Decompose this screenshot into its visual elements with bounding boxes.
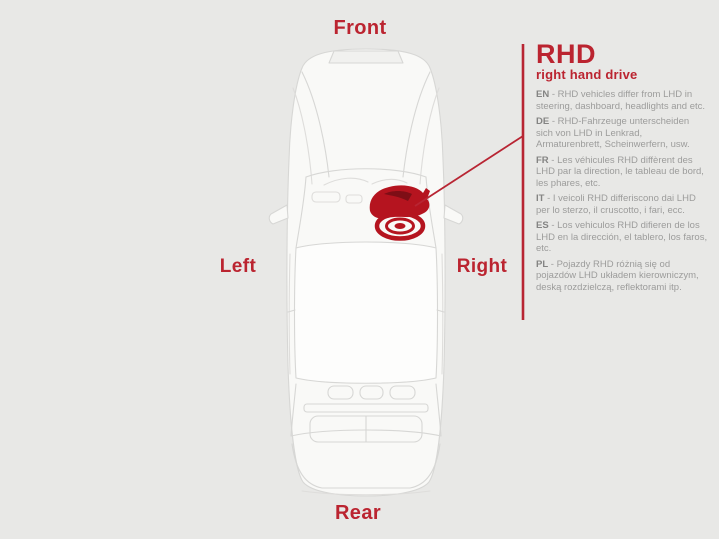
panel-subtitle: right hand drive (536, 67, 638, 82)
language-code: PL (536, 258, 549, 270)
front-cowl (329, 51, 403, 63)
language-code: FR (536, 154, 549, 166)
separator: - (549, 116, 558, 127)
language-entry-en (536, 89, 708, 112)
language-text: Pojazdy RHD różnią się od pojazdów LHD układem kierowniczym, deską rozdzielczą, reflektorami itp. (536, 258, 699, 293)
language-text: Les véhicules RHD diffèrent des LHD par la direction, le tableau de bord, les phares, etc. (536, 154, 704, 189)
language-entry-it (536, 193, 708, 216)
mirror-right-icon (444, 205, 463, 224)
language-code: EN (536, 89, 550, 100)
rhd-info-panel (536, 41, 708, 297)
language-text: RHD-Fahrzeuge unterscheiden sich von LHD in Lenkrad, Armaturenbrett, Scheinwerfern, usw. (536, 116, 690, 150)
rear-label: Rear (334, 502, 382, 524)
separator: - (548, 154, 558, 166)
steering-wheel-hub (395, 223, 406, 229)
language-list (536, 89, 708, 293)
separator: - (548, 220, 558, 231)
language-code: IT (536, 193, 545, 204)
separator: - (548, 258, 557, 270)
language-entry-es (536, 220, 708, 255)
separator: - (549, 89, 558, 100)
language-code: DE (536, 116, 550, 127)
language-code: ES (536, 220, 549, 231)
panel-title: RHD (536, 39, 596, 69)
separator: - (544, 193, 553, 204)
roof-panel (295, 242, 438, 383)
language-text: I veicoli RHD differiscono dai LHD per lo sterzo, il cruscotto, i fari, ecc. (536, 193, 696, 216)
right-label: Right (456, 256, 508, 277)
language-entry-pl (536, 259, 708, 294)
language-entry-de (536, 116, 708, 151)
language-text: Los vehiculos RHD difieren de los LHD en la dirección, el tablero, los faros, etc. (536, 220, 708, 254)
mirror-left-icon (269, 205, 288, 224)
language-text: RHD vehicles differ from LHD in steering, dashboard, headlights and etc. (536, 89, 706, 112)
language-entry-fr (536, 155, 708, 190)
left-label: Left (219, 256, 257, 277)
front-label: Front (333, 17, 387, 39)
